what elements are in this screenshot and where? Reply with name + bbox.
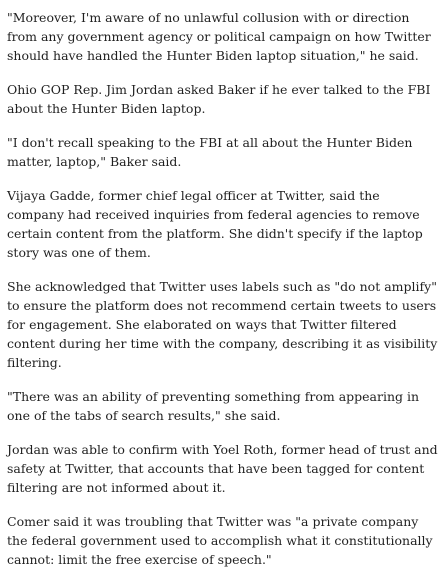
paragraph-3: "I don't recall speaking to the FBI at all about the Hunter Biden matter, laptop," Baker said. [7, 135, 413, 169]
paragraph-6: "There was an ability of preventing something from appearing in one of the tabs of search results," she said. [7, 389, 420, 423]
paragraph-5: She acknowledged that Twitter uses labels such as "do not amplify" to ensure the platform does not recommend certain tweets to users for engagement. She elaborated on ways that Twitter filtered content during her time with the company, describing it as visibility filtering. [7, 279, 438, 370]
paragraph-4: Vijaya Gadde, former chief legal officer at Twitter, said the company had received inquiries from federal agencies to remove certain content from the platform. She didn't specify if the laptop story was one of them. [7, 188, 423, 260]
paragraph-8: Comer said it was troubling that Twitter was "a private company the federal government used to accomplish what it constitutionally cannot: limit the free exercise of speech." [7, 514, 433, 567]
paragraph-1: "Moreover, I'm aware of no unlawful collusion with or direction from any government agency or political campaign on how Twitter should have handled the Hunter Biden laptop situation," he said. [7, 10, 431, 63]
paragraph-7: Jordan was able to confirm with Yoel Roth, former head of trust and safety at Twitter, that accounts that have been tagged for content filtering are not informed about it. [7, 442, 438, 495]
paragraph-2: Ohio GOP Rep. Jim Jordan asked Baker if he ever talked to the FBI about the Hunter Biden laptop. [7, 82, 431, 116]
